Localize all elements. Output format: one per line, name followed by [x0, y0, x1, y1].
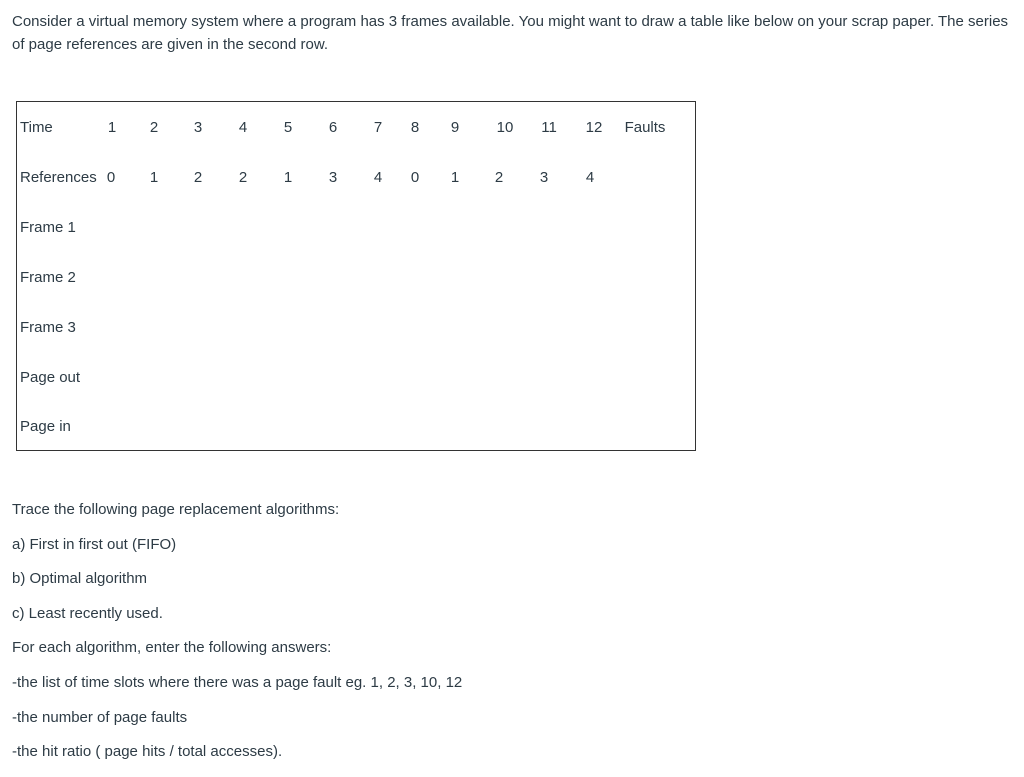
reference-cell: 3: [539, 169, 549, 186]
answer-fault-slots: -the list of time slots where there was a page fault eg. 1, 2, 3, 10, 12: [12, 673, 463, 691]
time-cell: 2: [149, 119, 159, 136]
reference-cell: 1: [149, 169, 159, 186]
reference-cell: 0: [410, 169, 420, 186]
frame-3-row-label: Frame 3: [20, 319, 76, 336]
time-cell: 6: [328, 119, 338, 136]
algorithm-optimal: b) Optimal algorithm: [12, 570, 148, 588]
time-cell: 9: [450, 119, 460, 136]
answer-fault-count: -the number of page faults: [12, 708, 188, 726]
reference-cell: 2: [494, 169, 504, 186]
algorithm-lru: c) Least recently used.: [12, 604, 163, 622]
time-cell: 4: [238, 119, 248, 136]
reference-cell: 1: [450, 169, 460, 186]
references-row-label: References: [20, 169, 97, 186]
reference-cell: 2: [238, 169, 248, 186]
frame-2-row-label: Frame 2: [20, 269, 76, 286]
time-cell: 10: [496, 119, 514, 136]
faults-header: Faults: [624, 119, 666, 136]
reference-cell: 2: [193, 169, 203, 186]
trace-heading: Trace the following page replacement algorithms:: [12, 501, 340, 518]
reference-cell: 4: [585, 169, 595, 186]
problem-intro: Consider a virtual memory system where a program has 3 frames available. You might want to draw a table like below on your scrap paper. The series of page references are given in the second row.: [12, 13, 1009, 53]
answer-hit-ratio: -the hit ratio ( page hits / total accesses).: [12, 743, 283, 761]
page-reference-table: [16, 101, 696, 451]
time-cell: 5: [283, 119, 293, 136]
reference-cell: 3: [328, 169, 338, 186]
time-cell: 1: [107, 119, 117, 136]
time-cell: 7: [373, 119, 383, 136]
reference-cell: 0: [106, 169, 116, 186]
reference-cell: 1: [283, 169, 293, 186]
time-cell: 12: [585, 119, 603, 136]
time-row-label: Time: [20, 119, 53, 136]
algorithm-fifo: a) First in first out (FIFO): [12, 535, 177, 553]
reference-cell: 4: [373, 169, 383, 186]
frame-1-row-label: Frame 1: [20, 219, 76, 236]
instructions-section: [12, 500, 912, 777]
time-cell: 8: [410, 119, 420, 136]
page-out-row-label: Page out: [20, 369, 81, 386]
answers-heading: For each algorithm, enter the following answers:: [12, 639, 332, 657]
time-cell: 11: [541, 119, 557, 136]
page-in-row-label: Page in: [20, 418, 71, 435]
time-cell: 3: [193, 119, 203, 136]
